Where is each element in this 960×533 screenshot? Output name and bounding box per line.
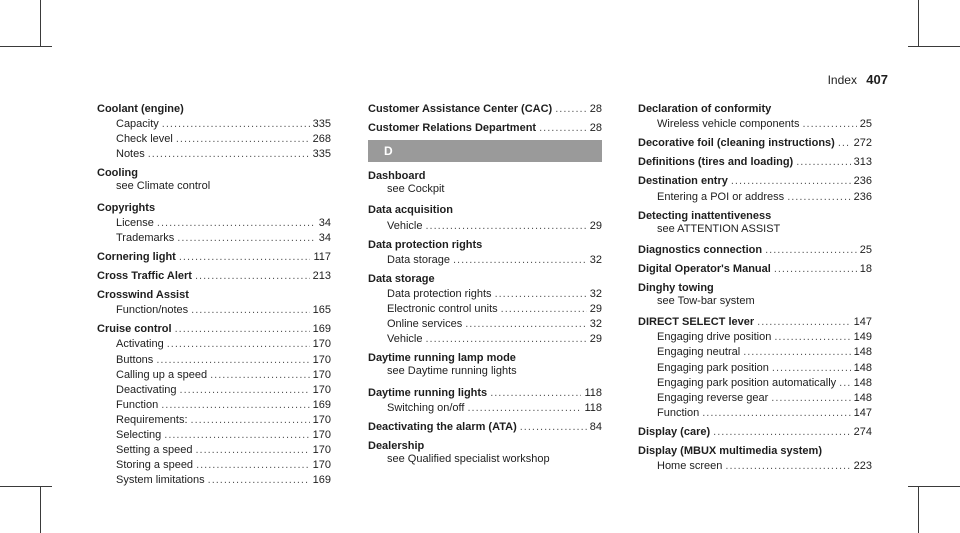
sub-entry[interactable] [638, 374, 872, 389]
sub-entry-text: Wireless vehicle components [657, 118, 800, 131]
page-ref[interactable]: 170 [312, 459, 331, 472]
index-entry [368, 418, 602, 433]
leader-dots [179, 251, 311, 263]
sub-entry-text: Notes [116, 148, 145, 161]
index-heading[interactable] [97, 267, 331, 282]
leader-dots [555, 103, 587, 115]
index-heading [97, 164, 331, 179]
sub-entry-text: Engaging park position [657, 361, 769, 374]
sub-entry-text: Online services [387, 318, 463, 331]
index-heading[interactable] [638, 423, 872, 438]
page-ref[interactable]: 169 [312, 398, 331, 411]
page-ref[interactable]: 313 [853, 156, 872, 169]
heading-text: Dealership [368, 439, 425, 452]
sub-entry-text: Engaging park position automatically [657, 376, 837, 389]
index-heading [638, 100, 872, 115]
heading-text: Daytime running lamp mode [368, 352, 516, 365]
page-ref[interactable]: 32 [589, 287, 602, 300]
index-entry [368, 349, 602, 379]
crop-mark [918, 487, 919, 533]
sub-entry-text: Capacity [116, 118, 159, 131]
sub-entry[interactable] [97, 381, 331, 396]
index-heading[interactable] [368, 100, 602, 115]
leader-dots [191, 304, 309, 316]
sub-entry[interactable] [97, 229, 331, 244]
index-entry [97, 164, 331, 194]
sub-entry[interactable] [97, 471, 331, 486]
index-column-3 [638, 100, 872, 476]
page-ref[interactable]: 170 [312, 383, 331, 396]
sub-entry[interactable] [638, 389, 872, 404]
heading-text: Declaration of conformity [638, 103, 772, 116]
sub-entry[interactable] [638, 328, 872, 343]
index-entry [368, 236, 602, 266]
sub-entry-text: Buttons [116, 353, 154, 366]
index-entry [638, 423, 872, 438]
index-entry [97, 199, 331, 244]
page-ref[interactable]: 28 [589, 122, 602, 135]
sub-entry-text: Data storage [387, 253, 450, 266]
index-entry [638, 260, 872, 275]
sub-entry-text: Home screen [657, 460, 723, 473]
sub-entry[interactable] [97, 145, 331, 160]
heading-text: Dashboard [368, 170, 426, 183]
sub-entry-text: Engaging neutral [657, 346, 741, 359]
leader-dots [490, 387, 581, 399]
heading-text: Customer Relations Department [368, 122, 537, 135]
page-ref[interactable]: 34 [318, 231, 331, 244]
heading-text: Crosswind Assist [97, 289, 189, 302]
heading-text: Daytime running lights [368, 386, 488, 399]
leader-dots [774, 263, 857, 275]
leader-dots [725, 460, 850, 472]
index-entry [638, 313, 872, 419]
leader-dots [839, 377, 850, 389]
leader-dots [774, 331, 850, 343]
heading-text: Cruise control [97, 323, 172, 336]
sub-entry[interactable] [97, 214, 331, 229]
sub-entry[interactable] [97, 441, 331, 456]
crop-mark [918, 0, 919, 46]
see-reference: see Cockpit [387, 183, 445, 196]
sub-entry[interactable] [638, 115, 872, 130]
index-entry [638, 279, 872, 309]
sub-entry-text: Function/notes [116, 304, 189, 317]
page-ref[interactable]: 148 [853, 346, 872, 359]
index-heading[interactable] [368, 383, 602, 398]
heading-text: Data storage [368, 272, 435, 285]
heading-text: Cross Traffic Alert [97, 270, 192, 283]
sub-entry-text: Engaging drive position [657, 331, 772, 344]
leader-dots [765, 244, 857, 256]
sub-entry-text: Electronic control units [387, 303, 498, 316]
sub-entry-text: Vehicle [387, 333, 423, 346]
sub-entry[interactable] [638, 404, 872, 419]
section-letter: D [368, 140, 602, 162]
page-ref[interactable]: 169 [312, 323, 331, 336]
leader-dots [210, 369, 310, 381]
heading-text: Deactivating the alarm (ATA) [368, 420, 517, 433]
page-ref[interactable]: 170 [312, 428, 331, 441]
page-ref[interactable]: 25 [859, 118, 872, 131]
leader-dots [713, 426, 850, 438]
index-heading[interactable] [97, 320, 331, 335]
heading-text: Coolant (engine) [97, 103, 184, 116]
page-ref[interactable]: 170 [312, 338, 331, 351]
leader-dots [148, 148, 310, 160]
sub-entry[interactable] [97, 350, 331, 365]
see-reference: see Tow-bar system [657, 295, 755, 308]
page-ref[interactable]: 25 [859, 243, 872, 256]
sub-entry-text: Calling up a speed [116, 368, 208, 381]
page-ref[interactable]: 335 [312, 118, 331, 131]
leader-dots [520, 421, 587, 433]
see-reference: see Daytime running lights [387, 365, 517, 378]
leader-dots [195, 444, 309, 456]
index-heading[interactable] [638, 134, 872, 149]
page-ref[interactable]: 223 [853, 460, 872, 473]
index-column-1 [97, 100, 331, 490]
sub-entry-text: Check level [116, 133, 173, 146]
leader-dots [195, 270, 310, 282]
sub-entry-text: Deactivating [116, 383, 177, 396]
sub-entry[interactable] [638, 187, 872, 202]
index-entry [638, 172, 872, 202]
page-ref[interactable]: 213 [312, 270, 331, 283]
page-header [828, 72, 888, 87]
page-ref[interactable]: 84 [589, 420, 602, 433]
sub-entry[interactable] [638, 343, 872, 358]
page-ref[interactable]: 170 [312, 368, 331, 381]
leader-dots [702, 407, 850, 419]
page-ref[interactable]: 147 [853, 406, 872, 419]
index-heading [368, 437, 602, 452]
leader-dots [196, 459, 310, 471]
heading-text: Customer Assistance Center (CAC) [368, 103, 553, 116]
index-entry [368, 383, 602, 413]
page-ref[interactable]: 32 [589, 253, 602, 266]
page-ref[interactable]: 148 [853, 376, 872, 389]
leader-dots [177, 232, 315, 244]
index-entry [97, 286, 331, 316]
index-entry [638, 207, 872, 237]
crop-mark [0, 486, 52, 487]
sub-entry-text: Data protection rights [387, 287, 492, 300]
see-reference: see Qualified specialist workshop [387, 452, 550, 465]
leader-dots [425, 333, 586, 345]
leader-dots [176, 133, 310, 145]
index-heading [368, 236, 602, 251]
index-column-2 [368, 100, 602, 471]
page-ref[interactable]: 236 [853, 190, 872, 203]
heading-text: Dinghy towing [638, 282, 714, 295]
heading-text: DIRECT SELECT lever [638, 316, 755, 329]
index-entry [97, 267, 331, 282]
see-reference: see ATTENTION ASSIST [657, 222, 781, 235]
page-ref[interactable]: 34 [318, 216, 331, 229]
crop-mark [908, 46, 960, 47]
heading-text: Cornering light [97, 250, 176, 263]
sub-entry-text: Setting a speed [116, 444, 193, 457]
index-entry [97, 248, 331, 263]
crop-mark [40, 0, 41, 46]
heading-text: Diagnostics connection [638, 243, 763, 256]
crop-mark [0, 46, 52, 47]
page-ref[interactable]: 29 [589, 303, 602, 316]
leader-dots [838, 137, 851, 149]
sub-entry[interactable] [97, 366, 331, 381]
page-ref[interactable]: 118 [584, 401, 602, 414]
index-heading[interactable] [97, 248, 331, 263]
sub-entry-text: Engaging reverse gear [657, 391, 769, 404]
sub-entry-text: Vehicle [387, 219, 423, 232]
page-ref[interactable]: 29 [589, 333, 602, 346]
sub-entry-text: License [116, 216, 154, 229]
index-heading[interactable] [638, 313, 872, 328]
index-entry [638, 241, 872, 256]
index-heading [638, 207, 872, 222]
sub-entry[interactable] [368, 251, 602, 266]
index-entry [638, 153, 872, 168]
crop-mark [908, 486, 960, 487]
page-ref[interactable]: 170 [312, 413, 331, 426]
leader-dots [465, 318, 587, 330]
heading-text: Destination entry [638, 175, 728, 188]
sub-entry-text: System limitations [116, 474, 205, 487]
heading-text: Detecting inattentiveness [638, 209, 772, 222]
page-ref[interactable]: 149 [853, 331, 872, 344]
leader-dots [425, 220, 586, 232]
page-ref[interactable]: 268 [312, 133, 331, 146]
page-ref[interactable]: 148 [853, 391, 872, 404]
leader-dots [757, 316, 851, 328]
index-entry [368, 119, 602, 134]
page-ref[interactable]: 272 [853, 137, 872, 150]
sub-entry[interactable] [368, 330, 602, 345]
index-heading[interactable] [368, 418, 602, 433]
index-heading [368, 349, 602, 364]
leader-dots [180, 384, 310, 396]
index-heading [368, 270, 602, 285]
leader-dots [161, 399, 309, 411]
index-heading[interactable] [638, 260, 872, 275]
sub-entry[interactable] [368, 285, 602, 300]
leader-dots [208, 474, 310, 486]
leader-dots [539, 122, 587, 134]
page-ref[interactable]: 236 [853, 175, 872, 188]
index-heading[interactable] [638, 172, 872, 187]
sub-entry-text: Function [116, 398, 159, 411]
index-heading[interactable] [638, 241, 872, 256]
leader-dots [796, 156, 850, 168]
page-ref[interactable]: 28 [589, 103, 602, 116]
index-entry [97, 100, 331, 160]
see-reference: see Climate control [116, 180, 211, 193]
index-heading [368, 201, 602, 216]
heading-text: Display (care) [638, 425, 711, 438]
index-heading [97, 199, 331, 214]
heading-text: Digital Operator's Manual [638, 262, 771, 275]
sub-entry[interactable] [368, 399, 602, 414]
leader-dots [772, 362, 851, 374]
page-ref[interactable]: 335 [312, 148, 331, 161]
page-ref[interactable]: 274 [853, 425, 872, 438]
leader-dots [743, 346, 850, 358]
leader-dots [164, 429, 309, 441]
heading-text: Data acquisition [368, 204, 453, 217]
index-entry [638, 442, 872, 472]
sub-entry[interactable] [97, 115, 331, 130]
index-entry [368, 437, 602, 467]
sub-entry-text: Selecting [116, 428, 162, 441]
index-entry [368, 100, 602, 115]
heading-text: Definitions (tires and loading) [638, 156, 794, 169]
sub-entry-text: Function [657, 406, 700, 419]
heading-text: Display (MBUX multimedia system) [638, 444, 822, 457]
index-heading [638, 279, 872, 294]
sub-entry[interactable] [97, 411, 331, 426]
index-heading [97, 286, 331, 301]
index-heading [97, 100, 331, 115]
leader-dots [467, 402, 581, 414]
page-ref[interactable]: 170 [312, 444, 331, 457]
leader-dots [157, 217, 316, 229]
leader-dots [453, 254, 587, 266]
leader-dots [167, 338, 310, 350]
leader-dots [731, 175, 851, 187]
sub-entry[interactable] [368, 216, 602, 231]
sub-entry[interactable] [97, 301, 331, 316]
leader-dots [802, 118, 856, 130]
heading-text: Decorative foil (cleaning instructions) [638, 137, 835, 150]
page-ref[interactable]: 169 [312, 474, 331, 487]
sub-entry[interactable] [638, 358, 872, 373]
sub-entry[interactable] [368, 315, 602, 330]
index-entry [97, 320, 331, 486]
page-ref[interactable]: 32 [589, 318, 602, 331]
index-heading [638, 442, 872, 457]
page-ref[interactable]: 118 [584, 386, 602, 399]
sub-entry[interactable] [97, 426, 331, 441]
sub-entry-text: Trademarks [116, 231, 175, 244]
heading-text: Data protection rights [368, 238, 483, 251]
leader-dots [501, 303, 587, 315]
header-label: Index [827, 73, 857, 87]
sub-entry[interactable] [97, 396, 331, 411]
page-ref[interactable]: 165 [312, 304, 331, 317]
page-ref[interactable]: 170 [312, 353, 331, 366]
sub-entry-text: Storing a speed [116, 459, 194, 472]
sub-entry-text: Entering a POI or address [657, 190, 785, 203]
index-entry [638, 134, 872, 149]
heading-text: Cooling [97, 167, 138, 180]
index-heading [368, 167, 602, 182]
index-entry [368, 201, 602, 231]
sub-entry[interactable] [97, 456, 331, 471]
leader-dots [175, 323, 310, 335]
sub-entry-text: Switching on/off [387, 401, 465, 414]
leader-dots [191, 414, 310, 426]
sub-entry-text: Requirements: [116, 413, 188, 426]
leader-dots [495, 288, 587, 300]
sub-entry[interactable] [97, 130, 331, 145]
index-entry [638, 100, 872, 130]
crop-mark [40, 487, 41, 533]
sub-entry[interactable] [97, 335, 331, 350]
index-entry [368, 167, 602, 197]
page-ref[interactable]: 147 [853, 316, 872, 329]
index-heading[interactable] [368, 119, 602, 134]
leader-dots [771, 392, 850, 404]
page-ref[interactable]: 29 [589, 219, 602, 232]
page-ref[interactable]: 18 [859, 262, 872, 275]
page-ref[interactable]: 148 [853, 361, 872, 374]
leader-dots [162, 118, 310, 130]
index-heading[interactable] [638, 153, 872, 168]
leader-dots [787, 191, 850, 203]
index-entry [368, 270, 602, 345]
page-number: 407 [866, 72, 888, 87]
sub-entry[interactable] [638, 457, 872, 472]
sub-entry-text: Activating [116, 338, 164, 351]
page-ref[interactable]: 117 [313, 250, 331, 263]
sub-entry[interactable] [368, 300, 602, 315]
leader-dots [156, 354, 309, 366]
heading-text: Copyrights [97, 201, 156, 214]
